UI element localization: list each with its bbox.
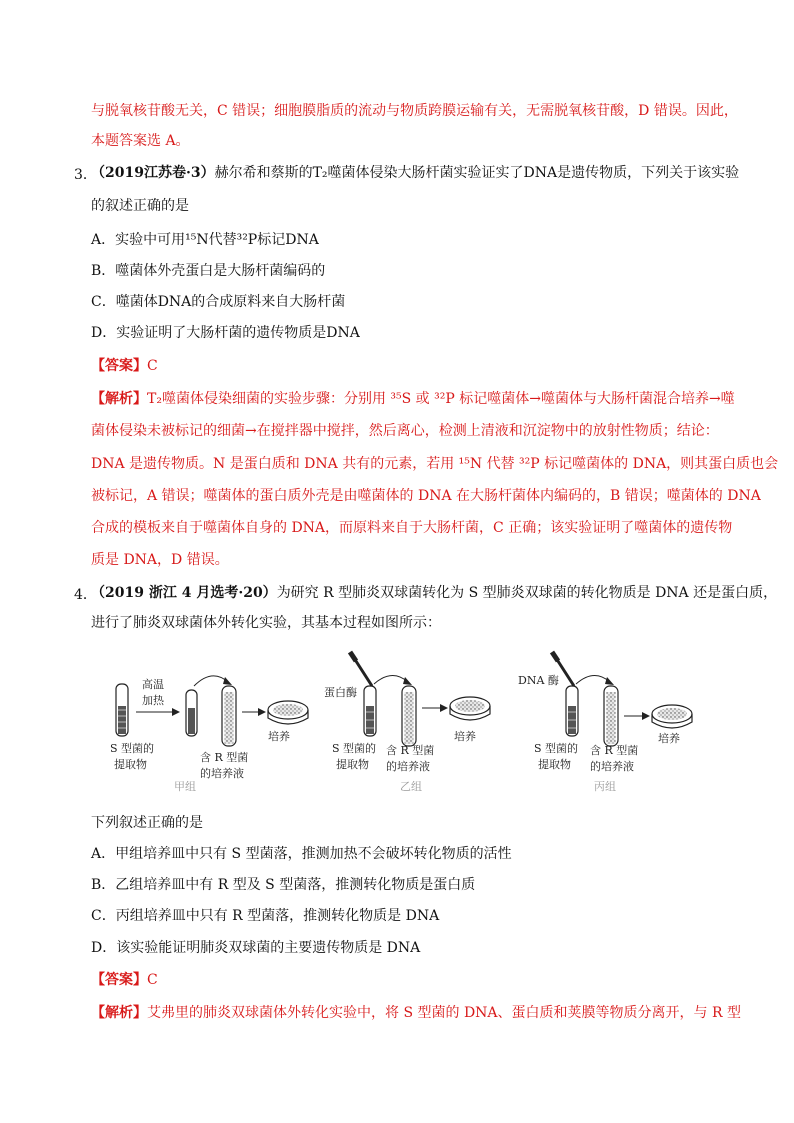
- r-culture-label-a-1: 含 R 型菌: [200, 751, 249, 764]
- arrow-icon: [172, 708, 180, 716]
- r-culture-label-b-2: 的培养液: [386, 760, 430, 773]
- q4-stem-1: 为研究 R 型肺炎双球菌转化为 S 型肺炎双球菌的转化物质是 DNA 还是蛋白质，: [276, 585, 778, 601]
- group-b-diagram: [324, 652, 490, 793]
- q3-analysis-line-1: [91, 389, 735, 409]
- q4-option-c: C．丙组培养皿中只有 R 型菌落，推测转化物质是 DNA: [91, 908, 440, 924]
- dnase-label: DNA 酶: [518, 674, 559, 687]
- s-extract-label-b-1: S 型菌的: [332, 742, 377, 755]
- s-extract-tube-icon: [116, 684, 128, 736]
- q3-analysis-line-3: DNA 是遗传物质。N 是蛋白质和 DNA 共有的元素，若用 ¹⁵N 代替 ³²P 标记噬菌体的 DNA，则其蛋白质也会: [91, 456, 779, 472]
- s-extract-label-b-2: 提取物: [336, 758, 369, 771]
- r-culture-tube-icon: [402, 686, 416, 746]
- group-c-label: 丙组: [594, 780, 616, 793]
- experiment-figure: [110, 648, 740, 808]
- culture-label-c: 培养: [658, 732, 680, 745]
- r-culture-label-b-1: 含 R 型菌: [386, 744, 435, 757]
- q4-source: （2019 浙江 4 月选考·20）: [91, 585, 277, 601]
- q3-option-b: B．噬菌体外壳蛋白是大肠杆菌编码的: [91, 263, 326, 279]
- arrow-icon: [642, 712, 650, 720]
- q4-lead: 下列叙述正确的是: [91, 815, 203, 831]
- dropper-icon: [350, 652, 372, 686]
- q3-answer: [91, 356, 158, 376]
- q4-analysis-text-1: 艾弗里的肺炎双球菌体外转化实验中，将 S 型菌的 DNA、蛋白质和荚膜等物质分离开，与 R 型: [147, 1005, 741, 1021]
- group-b-label: 乙组: [400, 780, 422, 793]
- r-culture-tube-icon: [222, 686, 236, 746]
- q4-answer-value: C: [147, 972, 158, 988]
- group-a-diagram: [110, 676, 308, 793]
- q4-analysis-line-1: [91, 1003, 741, 1023]
- q3-answer-value: C: [147, 358, 158, 374]
- s-extract-label-c-1: S 型菌的: [534, 742, 579, 755]
- q4-stem-line-1: [91, 583, 777, 603]
- heat-label-1: 高温: [142, 678, 164, 691]
- s-extract-label-a-2: 提取物: [114, 758, 147, 771]
- petri-dish-icon: [450, 697, 490, 720]
- prev-analysis-line-1: 与脱氧核苷酸无关，C 错误；细胞膜脂质的流动与物质跨膜运输有关，无需脱氧核苷酸，D 错误。因此，: [91, 103, 738, 119]
- group-c-diagram: [518, 652, 692, 793]
- q4-option-a: A．甲组培养皿中只有 S 型菌落，推测加热不会破坏转化物质的活性: [91, 846, 512, 862]
- q4-option-b: B．乙组培养皿中有 R 型及 S 型菌落，推测转化物质是蛋白质: [91, 877, 476, 893]
- q3-number: 3．: [74, 167, 97, 183]
- culture-label-a: 培养: [268, 730, 290, 743]
- curved-arrow-icon: [223, 677, 232, 685]
- group-a-label: 甲组: [174, 780, 196, 793]
- small-tube-icon: [186, 690, 197, 736]
- protease-label: 蛋白酶: [324, 686, 357, 699]
- q3-analysis-line-5: 合成的模板来自于噬菌体自身的 DNA，而原料来自于大肠杆菌，C 正确；该实验证明了噬菌体的遗传物: [91, 520, 733, 536]
- arrow-icon: [258, 708, 266, 716]
- q3-analysis-line-4: 被标记，A 错误；噬菌体的蛋白质外壳是由噬菌体的 DNA 在大肠杆菌体内编码的，B 错误；噬菌体的 DNA: [91, 488, 761, 504]
- q3-option-c: C．噬菌体DNA的合成原料来自大肠杆菌: [91, 294, 346, 310]
- q3-option-a: A．实验中可用¹⁵N代替³²P标记DNA: [91, 232, 319, 248]
- q4-answer: [91, 970, 158, 990]
- r-culture-label-c-1: 含 R 型菌: [590, 744, 639, 757]
- r-culture-label-c-2: 的培养液: [590, 760, 634, 773]
- q4-stem-line-2: 进行了肺炎双球菌体外转化实验，其基本过程如图所示：: [91, 615, 441, 631]
- curved-arrow-icon: [605, 677, 614, 685]
- q3-analysis-text-1: T₂噬菌体侵染细菌的实验步骤：分别用 ³⁵S 或 ³²P 标记噬菌体→噬菌体与大肠杆菌混合培养→噬: [147, 391, 735, 407]
- s-extract-label-c-2: 提取物: [538, 758, 571, 771]
- s-extract-tube-icon: [364, 686, 376, 736]
- q3-stem-1: 赫尔希和蔡斯的T₂噬菌体侵染大肠杆菌实验证实了DNA是遗传物质，下列关于该实验: [214, 165, 740, 181]
- curved-arrow-icon: [403, 677, 412, 685]
- arrow-icon: [440, 704, 448, 712]
- q3-source: （2019江苏卷·3）: [91, 165, 215, 181]
- q3-answer-tag: 【答案】: [91, 358, 147, 374]
- heat-label-2: 加热: [142, 694, 164, 707]
- q3-stem-line-2: 的叙述正确的是: [91, 198, 189, 214]
- q3-analysis-line-2: 菌体侵染未被标记的细菌→在搅拌器中搅拌，然后离心，检测上清液和沉淀物中的放射性物质；结论：: [91, 423, 719, 439]
- s-extract-label-a-1: S 型菌的: [110, 742, 155, 755]
- q4-analysis-tag: 【解析】: [91, 1005, 147, 1021]
- q3-analysis-line-6: 质是 DNA，D 错误。: [91, 552, 229, 568]
- r-culture-label-a-2: 的培养液: [200, 767, 244, 780]
- prev-analysis-line-2: 本题答案选 A。: [91, 133, 190, 149]
- q4-answer-tag: 【答案】: [91, 972, 147, 988]
- q3-option-d: D．实验证明了大肠杆菌的遗传物质是DNA: [91, 325, 360, 341]
- q3-stem-line-1: [91, 163, 739, 183]
- petri-dish-icon: [268, 701, 308, 724]
- petri-dish-icon: [652, 705, 692, 728]
- culture-label-b: 培养: [454, 730, 476, 743]
- q4-number: 4．: [74, 587, 97, 603]
- q4-option-d: D．该实验能证明肺炎双球菌的主要遗传物质是 DNA: [91, 940, 421, 956]
- q3-analysis-tag: 【解析】: [91, 391, 147, 407]
- r-culture-tube-icon: [604, 686, 618, 746]
- s-extract-tube-icon: [566, 686, 578, 736]
